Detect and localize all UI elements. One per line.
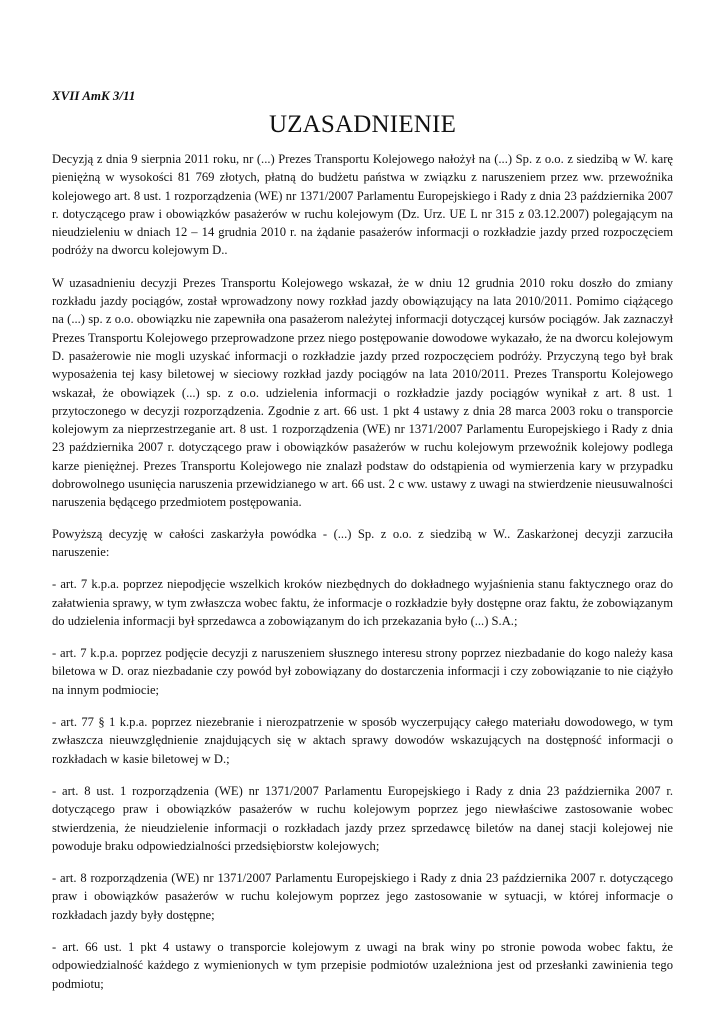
paragraph-justification: W uzasadnieniu decyzji Prezes Transportu Kolejowego wskazał, że w dniu 12 grudnia 2010 roku doszło do zmiany rozkładu jazdy pociągów, został wprowadzony nowy rozkład jazdy obowiązujący na lata 2010/2011. Pomimo ciążącego na (...) sp. z o.o. obowiązku nie zapewniła ona pasażerom należytej informacji dotyczącej kursów pociągów. Jak zaznaczył Prezes Transportu Kolejowego przeprowadzone przez niego postępowanie dowodowe wykazało, że na dworcu kolejowym D. pasażerowie nie mogli uzyskać informacji o rozkładzie jazdy przed rozpoczęciem podróży. Przyczyną tego był brak wyposażenia tej kasy biletowej w sieciowy rozkład jazdy pociągów na lata 2010/2011. Prezes Transportu Kolejowego wskazał, że obowiązek (...) sp. z o.o. udzielenia informacji o rozkładzie jazdy pociągów wynikał z art. 8 ust. 1 przytoczonego w decyzji rozporządzenia. Zgodnie z art. 66 ust. 1 pkt 4 ustawy z dnia 28 marca 2003 roku o transporcie kolejowym za nieprzestrzeganie art. 8 ust. 1 rozporządzenia (WE) nr 1371/2007 Parlamentu Europejskiego i Rady z dnia 23 października 2007 r. dotyczącego praw i obowiązków pasażerów w ruchu kolejowym przewoźnik kolejowy podlega karze pieniężnej. Prezes Transportu Kolejowego nie znalazł podstaw do odstąpienia od wymierzenia kary w przypadku dobrowolnego usunięcia naruszenia przewidzianego w art. 66 ust. 2 c ww. ustawy z uwagi na stwierdzenie nieusuwalności naruszenia będącego przedmiotem postępowania.	[52, 275, 673, 510]
paragraph-decision-summary: Decyzją z dnia 9 sierpnia 2011 roku, nr (...) Prezes Transportu Kolejowego nałożył na (...) Sp. z o.o. z siedzibą w W. karę pieniężną w wysokości 81 769 złotych, płatną do budżetu państwa w związku z naruszeniem przez ww. przewoźnika kolejowego art. 8 ust. 1 rozporządzenia (WE) nr 1371/2007 Parlamentu Europejskiego i Rady z dnia 23 października 2007 r. dotyczącego praw i obowiązków pasażerów w ruchu kolejowym (Dz. Urz. UE L nr 315 z 03.12.2007) polegającym na nieudzieleniu w dniach 12 – 14 grudnia 2010 r. na żądanie pasażerów informacji o rozkładzie jazdy przed rozpoczęciem podróży na dworcu kolejowym D..	[52, 152, 673, 258]
paragraph-charge-art7-a: - art. 7 k.p.a. poprzez niepodjęcie wszelkich kroków niezbędnych do dokładnego wyjaśnienia stanu faktycznego oraz do załatwienia sprawy, w tym zwłaszcza wobec faktu, że informacje o rozkładzie były dostępne oraz faktu, że zobowiązanym do udzielenia informacji był sprzedawca a zobowiązanym do ich przekazania było (...) S.A.;	[52, 577, 673, 628]
paragraph-charge-art8: - art. 8 rozporządzenia (WE) nr 1371/2007 Parlamentu Europejskiego i Rady z dnia 23 października 2007 r. dotyczącego praw i obowiązków pasażerów w ruchu kolejowym poprzez jego zastosowanie w sytuacji, w której informacje o rozkładach jazdy były dostępne;	[52, 871, 673, 922]
document-title: UZASADNIENIE	[268, 111, 457, 138]
paragraph-charge-art66: - art. 66 ust. 1 pkt 4 ustawy o transporcie kolejowym z uwagi na brak winy po stronie powoda wobec faktu, że odpowiedzialność każdego z wymienionych w tym przepisie podmiotów uzależniona jest od przesłanki zawinienia tego podmiotu;	[52, 939, 673, 991]
document-page	[52, 88, 673, 1007]
paragraph-charge-art7-b: - art. 7 k.p.a. poprzez podjęcie decyzji z naruszeniem słusznego interesu strony poprzez niezbadanie do kogo należy kasa biletowa w D. oraz niezbadanie czy powód był zobowiązany do dostarczenia informacji i czy zobowiązanie to nie ciążyło na innym podmiocie;	[52, 646, 673, 697]
case-reference: XVII AmK 3/11	[52, 88, 136, 103]
paragraph-charge-art8-ust1: - art. 8 ust. 1 rozporządzenia (WE) nr 1371/2007 Parlamentu Europejskiego i Rady z dnia 23 października 2007 r. dotyczącego praw i obowiązków pasażerów w ruchu kolejowym poprzez jego niewłaściwe zastosowanie wobec stwierdzenia, że nieudzielenie informacji o rozkładach jazdy przez sprzedawcę biletów na danej stacji kolejowej nie powoduje braku odpowiedzialności przedsiębiorstw kolejowych;	[52, 783, 673, 853]
paragraph-charge-art77: - art. 77 § 1 k.p.a. poprzez niezebranie i nierozpatrzenie w sposób wyczerpujący całego materiału dowodowego, w tym zwłaszcza nieuwzględnienie znajdujących się w aktach sprawy dowodów wskazujących na dostępność informacji o rozkładach w kasie biletowej w D.;	[52, 715, 673, 766]
paragraph-appeal-intro: Powyższą decyzję w całości zaskarżyła powódka - (...) Sp. z o.o. z siedzibą w W.. Zaskarżonej decyzji zarzuciła naruszenie:	[52, 526, 673, 559]
